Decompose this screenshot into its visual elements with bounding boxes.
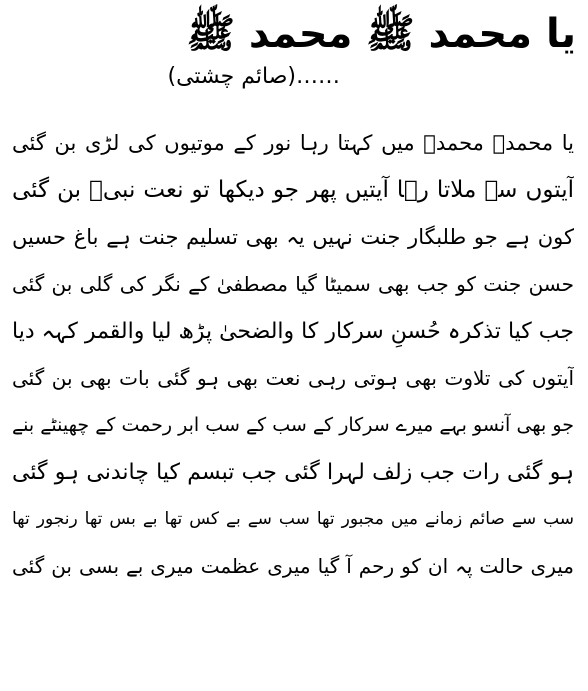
verse-line: آیتوں سے ملاتا رہا آیتیں پھر جو دیکھا تو نعت نبیؐ بن گئی bbox=[12, 177, 574, 203]
poet-attribution: ……(صائم چشتی) bbox=[167, 64, 340, 89]
verse-line: میری حالت پہ ان کو رحم آ گیا میری عظمت میری بے بسی بن گئی bbox=[12, 554, 574, 578]
poem-body bbox=[12, 120, 574, 590]
verse-line: جو بھی آنسو بہے میرے سرکار کے سب کے سب ابر رحمت کے چھینٹے بنے bbox=[12, 414, 574, 436]
verse-line: یا محمدؐ محمدؐ میں کہتا رہا نور کے موتیوں کی لڑی بن گئی bbox=[12, 131, 574, 155]
verse-line: حسن جنت کو جب بھی سمیٹا گیا مصطفیٰ کے نگر کی گلی بن گئی bbox=[12, 272, 574, 296]
verse-line: آیتوں کی تلاوت بھی ہوتی رہی نعت بھی ہو گئی بات بھی بن گئی bbox=[12, 366, 574, 390]
verse-line: ہو گئی رات جب زلف لہرا گئی جب تبسم کیا چاندنی ہو گئی bbox=[12, 460, 574, 485]
poem-title: یا محمد ﷺ محمد ﷺ bbox=[186, 11, 576, 57]
verse-line: کون ہے جو طلبگار جنت نہیں یہ بھی تسلیم جنت ہے باغ حسیں bbox=[12, 225, 574, 249]
verse-line: جب کیا تذکرہ حُسنِ سرکار کا والضحیٰ پڑھ لیا والقمر کہہ دیا bbox=[12, 319, 574, 344]
verse-line: سب سے صائم زمانے میں مجبور تھا سب سے بے کس تھا بے بس تھا رنجور تھا bbox=[12, 509, 574, 529]
poem-header bbox=[16, 4, 576, 94]
